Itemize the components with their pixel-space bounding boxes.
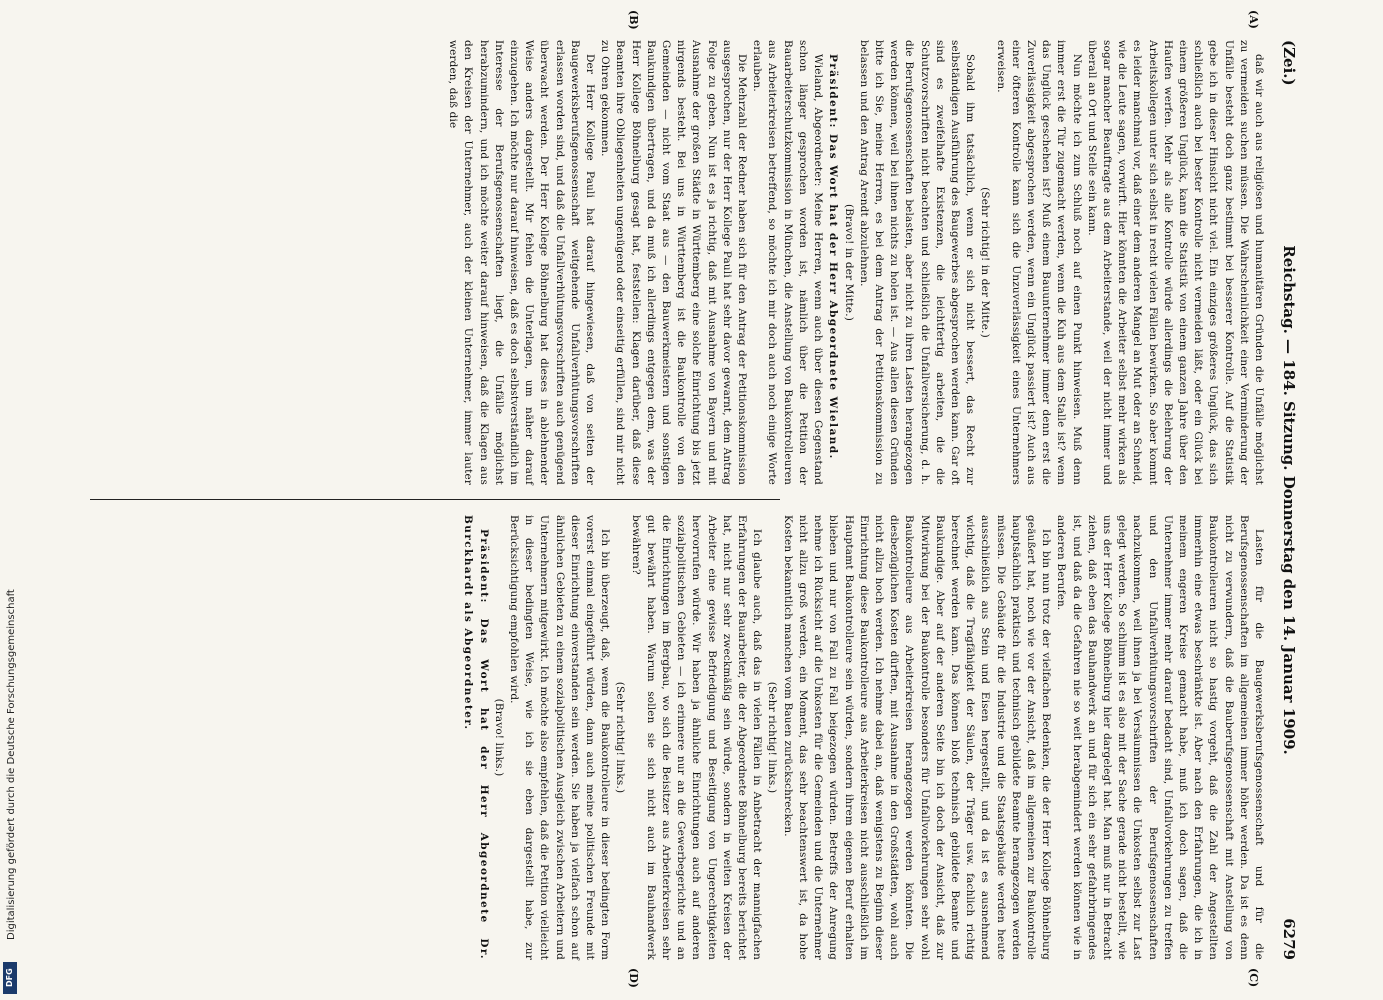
interjection: (Bravo! in der Mitte.) bbox=[842, 203, 855, 322]
interjection: (Sehr richtig! in der Mitte.) bbox=[979, 187, 992, 338]
paragraph: Sobald ihm tatsächlich, wenn er sich nicht bessert, das Recht zur selbständigen Ausführung des Baugewerbes abgesprochen werden kann. Gar oft sind es zweifelhafte Existenzen, die leichtfertig arbeiten, die die Schutzvorschriften nicht beachten und schließlich die Unfallversicherung, d. h. die Berufsgenossenschaften belasten, aber nicht zu ihren Lasten herangezogen werden können, weil bei ihnen nichts zu holen ist. — Aus allen diesen Gründen bitte ich Sie, meine Herren, es bei dem Antrag der Petitionskommission zu belassen und den Antrag Arendt abzulehnen. bbox=[857, 40, 977, 485]
paragraph: Nun möchte ich zum Schluß noch auf einen Punkt hinweisen. Muß denn immer erst die Tür zugemacht werden, wenn die Kuh aus dem Stalle ist? wenn das Unglück geschehen ist? Muß einem Bauunternehmer immer denn erst die Zuverlässigkeit abgesprochen werden, wenn ein Unglück passiert ist? Auch aus einer öfteren Kontrolle kann sich die Unzuverlässigkeit eines Unternehmers erweisen. bbox=[994, 40, 1083, 485]
speaker-paragraph: Präsident: Das Wort hat der Herr Abgeordnete Wieland. bbox=[827, 54, 840, 460]
document-page bbox=[85, 10, 1300, 988]
paragraph: Ich glaube auch, daß das in vielen Fällen in Anbetracht der mannigfachen Erfahrungen der Bauarbeiter, die der Abgeordnete Böhnelburg bereits berichtet hat, nicht nur sehr zweckmäßig sein würde, sondern in weiten Kreisen der Arbeiter eine gewisse Befriedigung und Beseitigung von Ungerechtigkeiten hervorrufen würde. Wir haben ja ähnliche Einrichtungen auch auf anderen sozialpolitischen Gebieten — ich erinnere nur an die Gewerbegerichte und an die Einrichtungen im Bergbau, wo sich die Beisitzer aus Arbeiterkreisen sehr gut bewährt haben. Warum sollen sie sich nicht auch im Bauhandwerk bewähren? bbox=[629, 515, 764, 960]
margin-mark-a: (A) bbox=[1247, 10, 1260, 29]
paragraph: Der Herr Kollege Pauli hat darauf hingewiesen, daß von seiten der Baugewerksberufsgenossenschaft weitgehende Unfallverhütungsvorschriften erlassen worden sind, und daß die Unfallverhütungsvorschriften auch genügend überwacht werden. Der Herr Kollege Böhnelburg hat dieses in ablehnender Weise anders dargestellt. Mir fehlen die Unterlagen, um näher darauf einzugehen. Ich möchte nur darauf hinweisen, daß es doch selbstverständlich im Interesse der Berufsgenossenschaften liegt, die Unfälle möglichst herabzumindern, und ich möchte weiter darauf hinweisen, daß die Klagen aus den Kreisen der Unternehmer, auch der kleinen Unternehmer, immer lauter werden, daß die bbox=[447, 40, 597, 485]
margin-mark-b: (B) bbox=[627, 10, 640, 30]
column-divider bbox=[90, 499, 780, 500]
right-column bbox=[96, 515, 1266, 960]
paragraph: daß wir auch aus religiösen und humanitären Gründen die Unfälle möglichst zu vermeiden suchen müssen. Die Wahrscheinlichkeit einer Verminderung der Unfälle besteht doch ganz bestimmt bei besserer Kontrolle. Auf die Statistik gebe ich in dieser Hinsicht nicht viel. Ein einziges größeres Unglück, das sich schließlich auch bei bester Kontrolle nicht vermeiden läßt, oder ein Glück bei einem größeren Unglück, kann die Statistik von einem ganzen Jahre über den Haufen werfen. Mehr als alle Kontrolle würde allerdings die Belehrung der Arbeitskollegen unter sich selbst in recht vielen Fällen bewirken. So aber kommt es leider manchmal vor, daß einer dem anderen Mangel an Mut oder an Schneid, wie die Leute sagen, vorwirft. Hier könnten die Arbeiter selbst mehr wirken als sogar mancher Beauftragte aus dem Arbeiterstande, weil der nicht immer und überall an Ort und Stelle sein kann. bbox=[1085, 40, 1265, 485]
header-title: Reichstag. — 184. Sitzung. Donnerstag den 14. Januar 1909. bbox=[1280, 245, 1298, 755]
margin-mark-c: (C) bbox=[1247, 968, 1260, 988]
speaker-paragraph: Präsident: Das Wort hat der Herr Abgeordnete Dr. Burckhardt als Abgeordneter. bbox=[462, 515, 490, 960]
paragraph: Die Mehrzahl der Redner haben sich für den Antrag der Petitionskommission ausgesprochen, nur der Herr Kollege Pauli hat sehr davor gewarnt, dem Antrag Folge zu geben. Nun ist es ja richtig, daß mit Ausnahme von Bayern und mit Ausnahme der großen Städte in Württemberg eine solche Einrichtung bis jetzt nirgends besteht. Bei uns in Württemberg ist die Baukontrolle von den Gemeinden — nicht vom Staat aus — den Bauwerkmeistern und sonstigen Baukundigen übertragen, und da muß ich allerdings entgegen dem, was der Herr Kollege Böhnelburg gesagt hat, feststellen: Klagen darüber, daß diese Beamten ihre Obliegenheiten ungenügend oder einseitig erfüllen, sind mir nicht zu Ohren gekommen. bbox=[599, 40, 749, 485]
header-tag: (Zei.) bbox=[1280, 40, 1298, 86]
margin-mark-d: (D) bbox=[627, 968, 640, 988]
left-column bbox=[96, 40, 1266, 485]
dfg-logo: DFG bbox=[3, 962, 17, 994]
page-number: 6279 bbox=[1280, 918, 1298, 960]
page-header bbox=[1274, 40, 1300, 960]
paragraph: Ich bin nun trotz der vielfachen Bedenken, die der Herr Kollege Böhnelburg geäußert hat, noch wie vor der Ansicht, daß im allgemeinen zur Baukontrolle hauptsächlich praktisch und technisch gebildete Beamte herangezogen werden müssen. Die Gebäude für die Industrie und die Staatsgebäude werden heute ausschließlich aus Stein und Eisen hergestellt, und da ist es ausnehmend wichtig, daß die Tragfähigkeit der Säulen, der Träger usw. fachlich richtig berechnet werden kann. Das können bloß technisch gebildete Beamte und Baukundige. Aber auf der anderen Seite bin ich doch der Ansicht, daß zur Mitwirkung bei der Baukontrolle besonders für Unfallvorkehrungen sehr wohl Baukontrolleure aus Arbeiterkreisen herangezogen werden könnten. Die diesbezüglichen Kosten dürften, mit Ausnahme in den Großstädten, wohl auch nicht allzu hoch werden. Ich nehme dabei an, daß wenigstens zu Beginn dieser Einrichtung diese Baukontrolleure aus Arbeiterkreisen nicht ausschließlich im Hauptamt Baukontrolleure sein würden, sondern ihrem eigenen Beruf erhalten blieben und nur von Fall zu Fall beigezogen würden. Betreffs der Anregung nehme ich Rücksicht auf die Unkosten für die Gemeinden und die Unternehmer nicht allzu groß werden, ein Moment, das sehr beachtenswert ist, da hohe Kosten bekanntlich manchen vom Bauen zurückschrecken. bbox=[781, 515, 1053, 960]
digitization-credit: Digitalisierung gefördert durch die Deutsche Forschungsgemeinschaft bbox=[6, 589, 17, 940]
interjection: (Bravo! links.) bbox=[492, 698, 505, 777]
paragraph: Wieland, Abgeordneter: Meine Herren, wenn auch über diesen Gegenstand schon länger gesprochen worden ist, nämlich über die Petition der Bauarbeiterschutzkommission in München, die Anstellung von Baukontrolleuren aus Arbeiterkreisen betreffend, so möchte ich mir doch auch noch einige Worte erlauben. bbox=[751, 40, 825, 485]
interjection: (Sehr richtig! links.) bbox=[766, 681, 779, 794]
paragraph: Lasten für die Baugewerksberufsgenossenschaft und für die Berufsgenossenschaften im allgemeinen immer höher werden. Da ist es denn nicht zu verwundern, daß die Bauberufsgenossenschaft mit Anstellung von Baukontrolleuren nicht so hastig vorgeht, daß die Zahl der Angestellten immerhin eine etwas beschränkte ist. Aber nach den Erfahrungen, die ich in meinem engeren Kreise gemacht habe, muß ich doch sagen, daß die Unternehmer immer mehr darauf bedacht sind, Unfallvorkehrungen zu treffen und den Unfallverhütungsvorschriften der Berufsgenossenschaften nachzukommen, weil ihnen ja bei Versäumnissen die Unkosten selbst zur Last gelegt werden. So schlimm ist es also mit der Sache gerade nicht bestellt, wie uns der Herr Kollege Böhnelburg hier dargelegt hat. Man muß nur in Betracht ziehen, daß eben das Bauhandwerk an und für sich ein sehr gefahrbringendes ist, und daß da die Gefahren nie so weit herabgemindert werden können wie in anderen Berufen. bbox=[1055, 515, 1265, 960]
interjection: (Sehr richtig! links.) bbox=[614, 681, 627, 794]
paragraph: Ich bin überzeugt, daß, wenn die Baukontrolleure in dieser bedingten Form vorerst einmal eingeführt würden, dann auch meine politischen Freunde mit dieser Einrichtung einverstanden sein werden. Sie haben ja vielfach schon auf ähnlichen Gebieten zu einem sozialpolitischen Ausgleich zwischen Arbeitern und Unternehmern mitgewirkt. Ich möchte also empfehlen, daß die Petition vielleicht in dieser bedingten Weise, wie ich sie eben dargestellt habe, zur Berücksichtigung empfohlen wird. bbox=[508, 515, 612, 960]
